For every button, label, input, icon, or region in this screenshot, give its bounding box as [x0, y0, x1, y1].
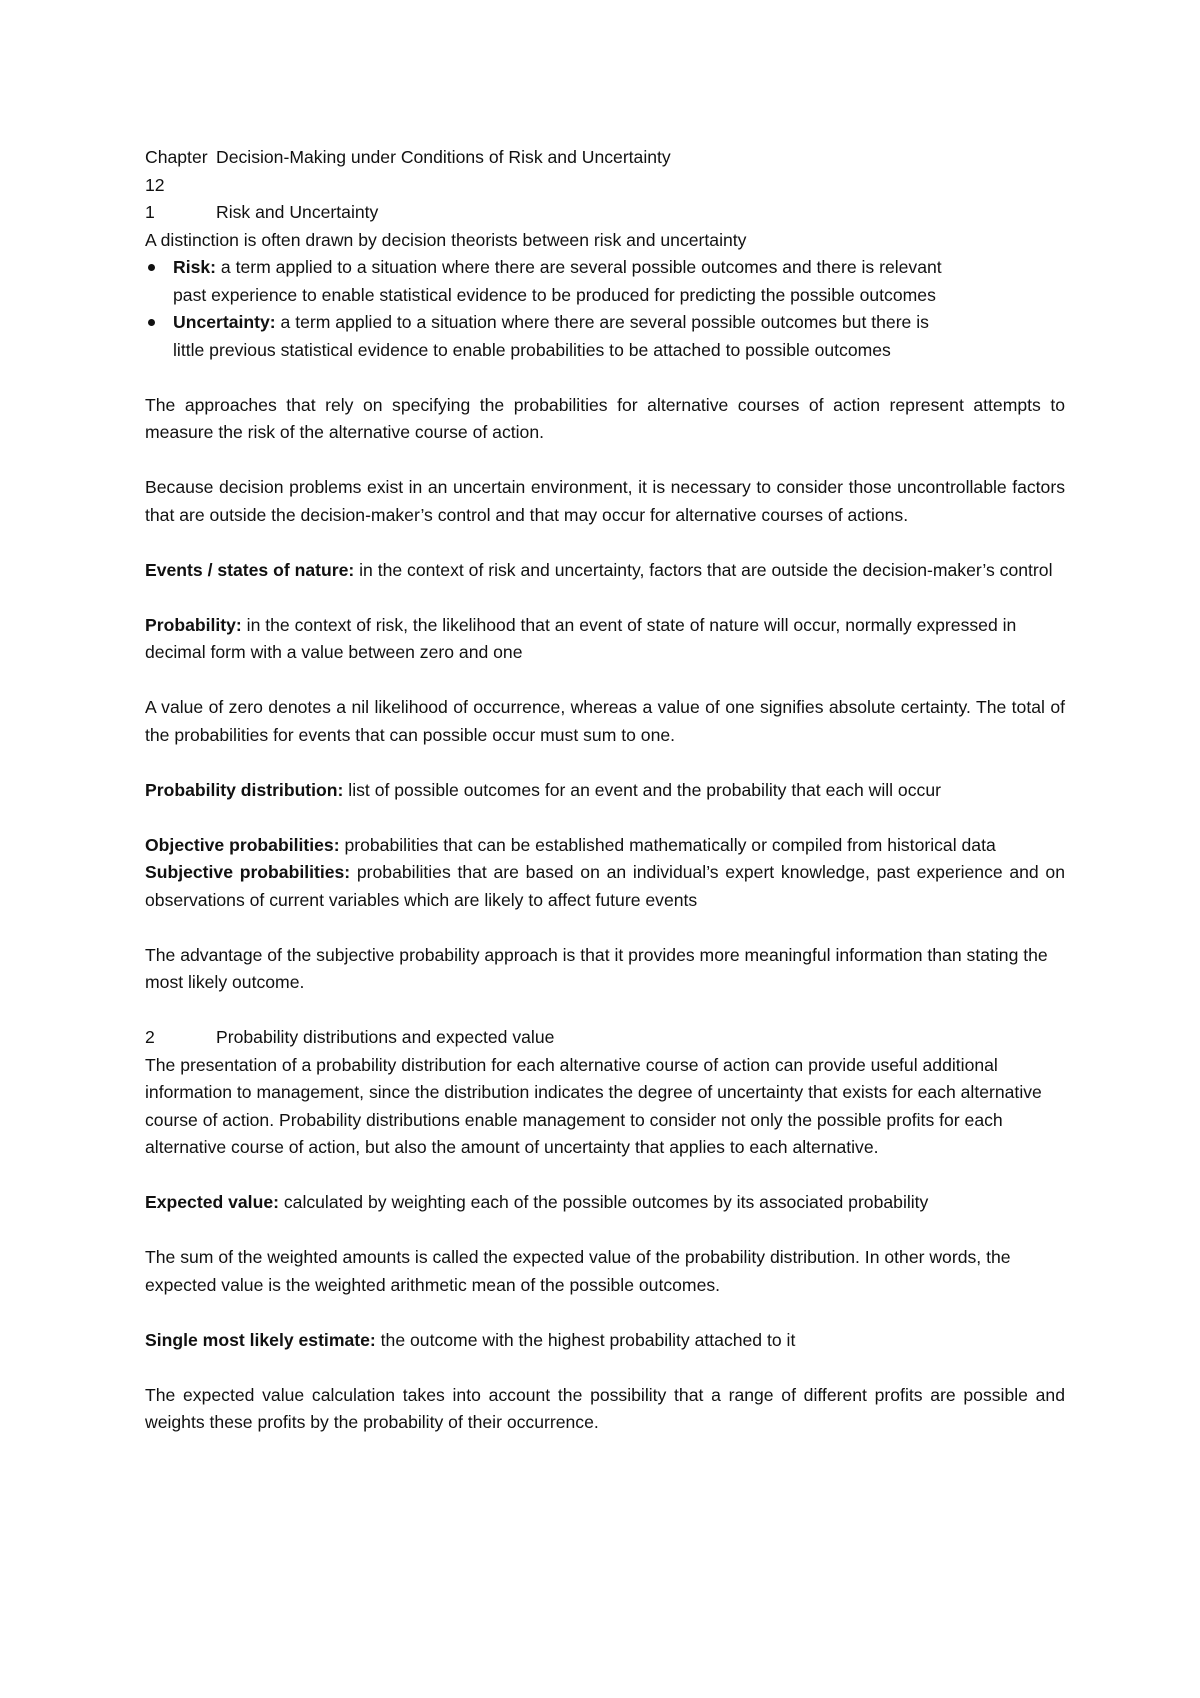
probability-term: Probability:	[145, 614, 242, 635]
bullet-risk	[145, 254, 1065, 309]
single-most-likely-text: the outcome with the highest probability attached to it	[375, 1329, 796, 1350]
subjective-text: probabilities that are based on an individual’s expert knowledge, past experience and on observations of current variables which are likely to affect future events	[145, 862, 1065, 910]
document-page	[145, 144, 1065, 1437]
risk-definition-line-2: past experience to enable statistical evidence to be produced for predicting the possible outcomes	[173, 284, 936, 305]
definition-probability	[145, 612, 1065, 667]
definition-single-most-likely	[145, 1327, 1065, 1355]
paragraph-uncertain-environment: Because decision problems exist in an uncertain environment, it is necessary to consider those uncontrollable factors that are outside the decision-maker’s control and that may occur for alternative courses of actions.	[145, 477, 1065, 525]
section-1-heading	[145, 199, 1065, 227]
probability-text: in the context of risk, the likelihood that an event of state of nature will occur, normally expressed in decimal form with a value between zero and one	[145, 614, 1017, 662]
paragraph-presentation: The presentation of a probability distribution for each alternative course of action can provide useful additional information to management, since the distribution indicates the degree of uncertainty that exists for each alternative course of action. Probability distributions enable management to consider not only the possible profits for each alternative course of action, but also the amount of uncertainty that applies to each alternative.	[145, 1054, 1042, 1157]
definition-subjective-probabilities	[145, 859, 1065, 914]
objective-text: probabilities that can be established mathematically or compiled from historical data	[339, 834, 996, 855]
section-2-number: 2	[145, 1027, 155, 1047]
paragraph-zero-one: A value of zero denotes a nil likelihood of occurrence, whereas a value of one signifies absolute certainty. The total of the probabilities for events that can possible occur must sum to one.	[145, 697, 1065, 745]
uncertainty-definition-line-2: little previous statistical evidence to enable probabilities to be attached to possible outcomes	[173, 339, 891, 360]
probability-distribution-term: Probability distribution:	[145, 779, 344, 800]
definition-expected-value	[145, 1189, 1065, 1217]
probability-distribution-text: list of possible outcomes for an event and the probability that each will occur	[343, 779, 941, 800]
paragraph-weighted-sum: The sum of the weighted amounts is called the expected value of the probability distribution. In other words, the expected value is the weighted arithmetic mean of the possible outcomes.	[145, 1247, 1011, 1295]
uncertainty-definition-line-1: a term applied to a situation where there are several possible outcomes but there is	[275, 312, 929, 332]
definition-events	[145, 557, 1065, 585]
risk-term: Risk:	[173, 257, 217, 277]
paragraph-advantage: The advantage of the subjective probability approach is that it provides more meaningful information than stating the most likely outcome.	[145, 944, 1048, 992]
subjective-term: Subjective probabilities:	[145, 862, 351, 882]
expected-value-term: Expected value:	[145, 1192, 279, 1212]
uncertainty-term: Uncertainty:	[173, 312, 276, 332]
events-text: in the context of risk and uncertainty, factors that are outside the decision-maker’s control	[354, 559, 1053, 580]
chapter-heading	[145, 144, 1065, 199]
section-1-title: Risk and Uncertainty	[216, 202, 379, 222]
definition-bullet-list	[145, 254, 1065, 364]
expected-value-text: calculated by weighting each of the possible outcomes by its associated probability	[278, 1192, 929, 1212]
section-1-intro: A distinction is often drawn by decision theorists between risk and uncertainty	[145, 229, 747, 250]
paragraph-approaches: The approaches that rely on specifying the probabilities for alternative courses of action represent attempts to measure the risk of the alternative course of action.	[145, 394, 1065, 442]
risk-definition-line-1: a term applied to a situation where there are several possible outcomes and there is relevant	[216, 257, 942, 277]
definition-objective-probabilities	[145, 832, 1065, 860]
events-term: Events / states of nature:	[145, 559, 355, 580]
bullet-dot-icon	[148, 319, 155, 326]
single-most-likely-term: Single most likely estimate:	[145, 1329, 376, 1350]
chapter-title: Decision-Making under Conditions of Risk and Uncertainty	[216, 147, 671, 167]
paragraph-expected-value-calculation: The expected value calculation takes into account the possibility that a range of different profits are possible and weights these profits by the probability of their occurrence.	[145, 1384, 1065, 1432]
section-2-heading	[145, 1024, 1065, 1052]
chapter-label: Chapter 12	[145, 147, 208, 195]
objective-term: Objective probabilities:	[145, 834, 340, 855]
bullet-uncertainty	[145, 309, 1065, 364]
section-2-title: Probability distributions and expected value	[216, 1027, 555, 1047]
bullet-dot-icon	[148, 264, 155, 271]
section-1-number: 1	[145, 202, 155, 222]
definition-probability-distribution	[145, 777, 1065, 805]
